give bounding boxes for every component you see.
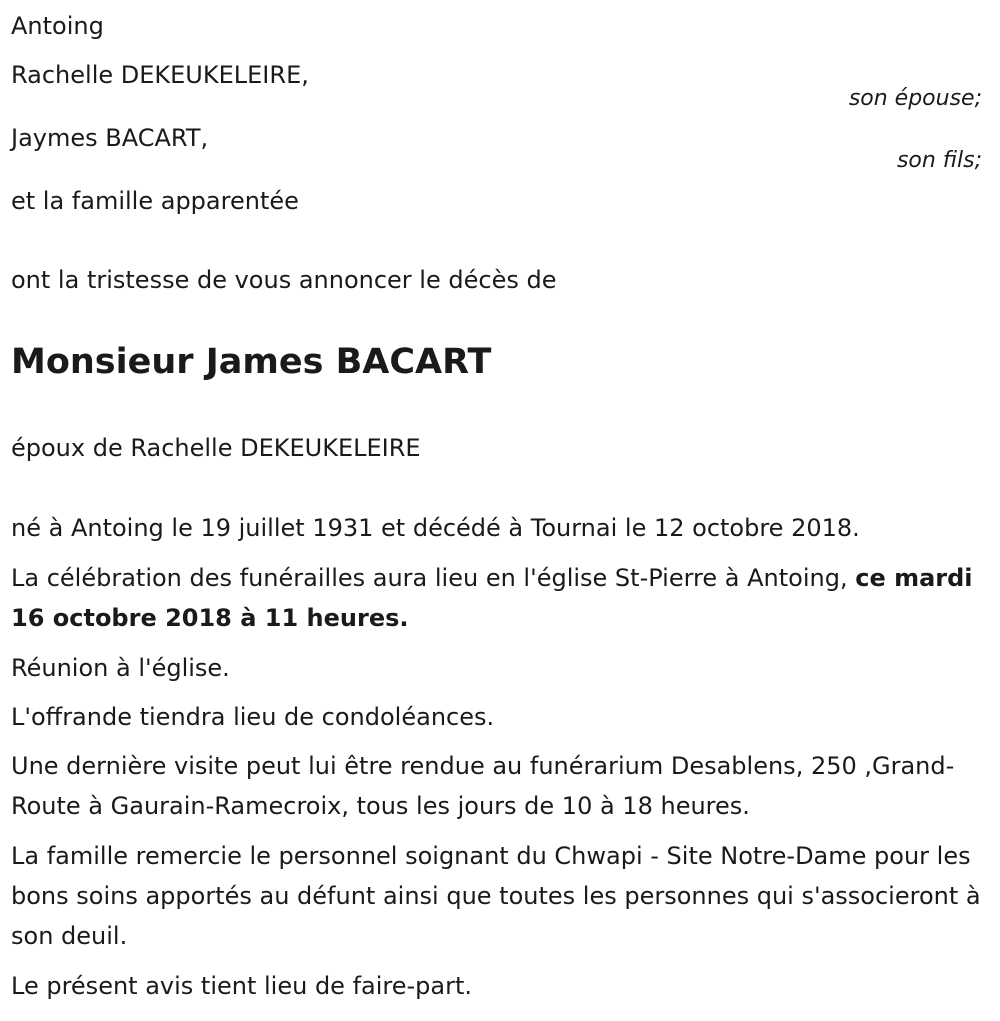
family-member-role: son fils; — [896, 148, 982, 173]
family-member-role: son épouse; — [848, 86, 982, 111]
ceremony-intro: La célébration des funérailles aura lieu en l'église St-Pierre à Antoing, — [11, 564, 856, 592]
thanks-paragraph: La famille remercie le personnel soignant du Chwapi - Site Notre-Dame pour les bons soins apportés au défunt ainsi que toutes les personnes qui s'associeront à son deuil. — [11, 842, 981, 950]
visit-paragraph: Une dernière visite peut lui être rendue au funérarium Desablens, 250 ,Grand-Route à Gaurain-Ramecroix, tous les jours de 10 à 18 heures. — [11, 752, 955, 820]
announcement-line: ont la tristesse de vous annoncer le décès de — [11, 266, 557, 294]
closing-line: Le présent avis tient lieu de faire-part. — [11, 972, 473, 1000]
spouse-line: époux de Rachelle DEKEUKELEIRE — [11, 434, 421, 462]
deceased-name-heading: Monsieur James BACART — [11, 342, 492, 382]
offering-line: L'offrande tiendra lieu de condoléances. — [11, 703, 495, 731]
place-name: Antoing — [11, 12, 104, 40]
meeting-line: Réunion à l'église. — [11, 654, 230, 682]
relatives-line: et la famille apparentée — [11, 187, 299, 215]
family-member-name: Jaymes BACART, — [11, 124, 209, 152]
ceremony-paragraph — [11, 558, 986, 638]
ceremony-datetime: ce mardi 16 octobre 2018 à 11 heures. — [11, 564, 973, 632]
family-member-name: Rachelle DEKEUKELEIRE, — [11, 61, 309, 89]
birth-death-line: né à Antoing le 19 juillet 1931 et décédé à Tournai le 12 octobre 2018. — [11, 514, 860, 542]
